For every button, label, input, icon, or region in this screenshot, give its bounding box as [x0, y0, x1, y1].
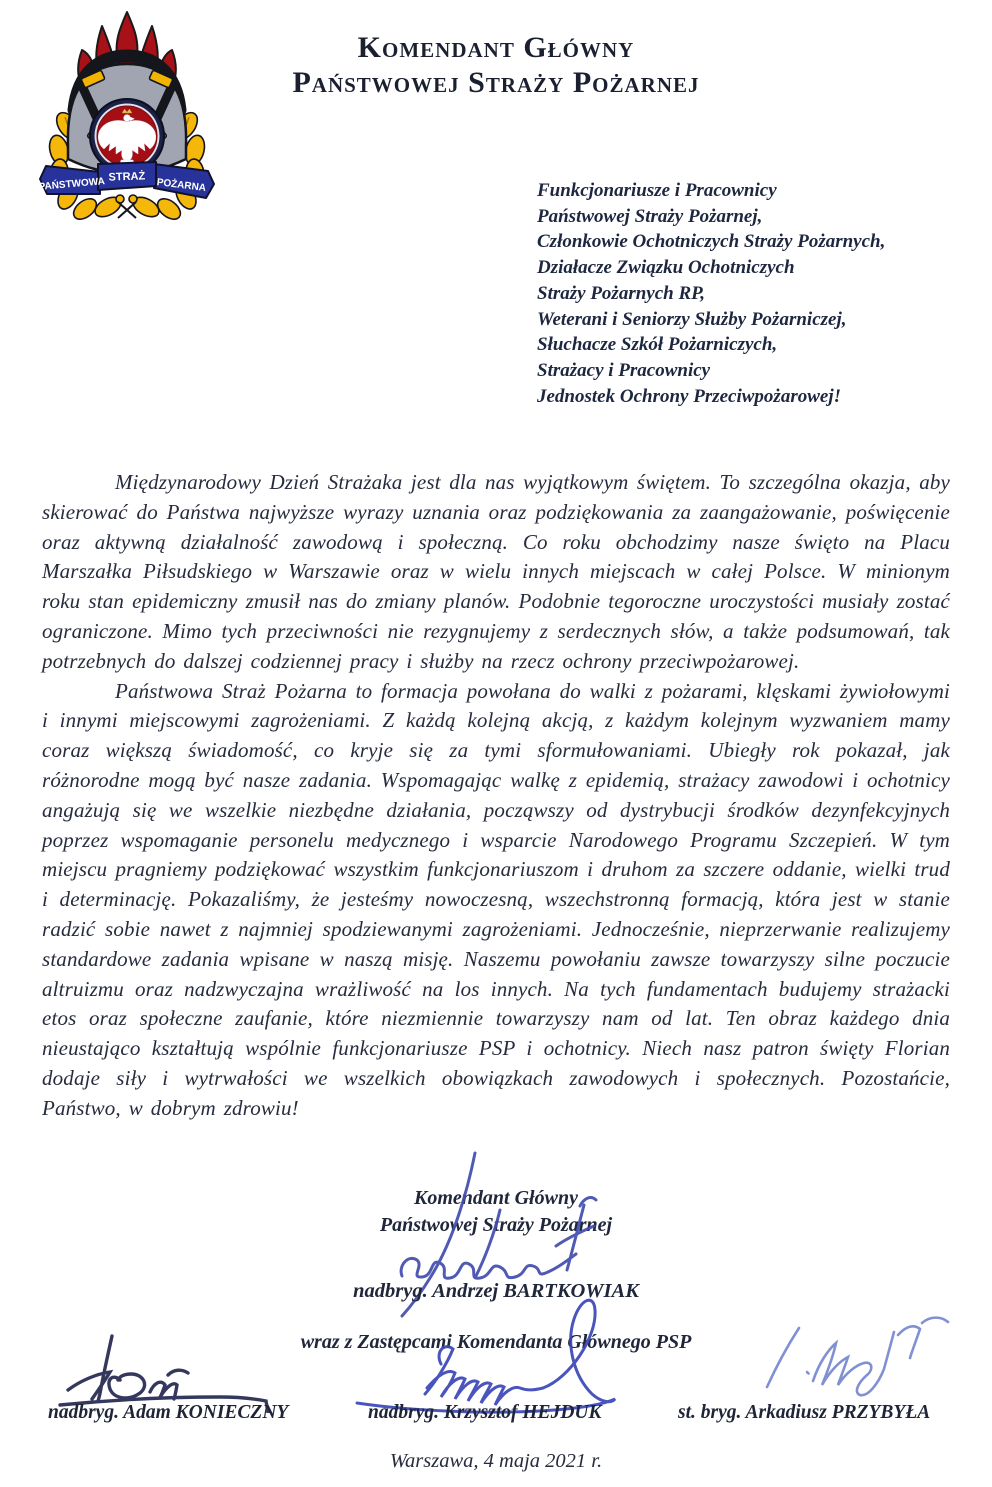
letterhead-title-line2: Państwowej Straży Pożarnej — [292, 66, 700, 99]
ribbon-banner — [38, 162, 214, 198]
addressee-line: Członkowie Ochotniczych Straży Pożarnych, — [537, 231, 886, 253]
deputy-name-przybyla: st. bryg. Arkadiusz PRZYBYŁA — [678, 1402, 931, 1423]
deputy-name-konieczny: nadbryg. Adam KONIECZNY — [48, 1402, 289, 1423]
ribbon-text-center: STRAŻ — [108, 170, 146, 184]
addressee-block — [537, 178, 967, 409]
body-paragraph-1: Międzynarodowy Dzień Strażaka jest dla nas wyjątkowym świętem. To szczególna okazja, aby skierować do Państwa najwyższe wyrazy uznania oraz podziękowania za zaangażowanie, poświęcenie oraz aktywną działalność zawodową i społeczną. Co roku obchodzimy nasze święto na Placu Marszałka Piłsudskiego w Warszawie oraz w wielu innych miejscach w całej Polsce. W minionym roku stan epidemiczny zmusił nas do zmiany planów. Podobnie tegoroczne uroczystości musiały zostać ograniczone. Mimo tych przeciwności nie rezygnujemy z serdecznych słów, a także podsumowań, tak potrzebnych do dalszej codziennej pracy i służby na rzecz ochrony przeciwpożarowej. — [42, 470, 950, 673]
letter-body — [42, 468, 950, 1124]
addressee-line: Słuchacze Szkół Pożarniczych, — [537, 334, 778, 356]
signature-hejduk — [345, 1292, 705, 1414]
letterhead-title-line1: Komendant Główny — [357, 31, 635, 64]
bottom-leaves-icon — [92, 193, 162, 220]
addressee-line: Funkcjonariusze i Pracownicy — [537, 180, 777, 201]
addressee-line: Jednostek Ochrony Przeciwpożarowej! — [537, 385, 841, 407]
addressee-line: Państwowej Straży Pożarnej, — [537, 205, 763, 227]
addressee-line: Strażacy i Pracownicy — [537, 359, 711, 381]
signer-role-line1: Komendant Główny — [414, 1187, 578, 1209]
letterhead-title — [0, 30, 992, 100]
ribbon-text-right: POŻARNA — [156, 177, 207, 194]
deputy-name-hejduk: nadbryg. Krzysztof HEJDUK — [368, 1402, 602, 1423]
signer-name: nadbryg. Andrzej BARTKOWIAK — [353, 1280, 639, 1302]
addressee-line: Straży Pożarnych RP, — [537, 282, 706, 304]
body-paragraph-2: Państwowa Straż Pożarna to formacja powołana do walki z pożarami, klęskami żywiołowymi i innymi miejscowymi zagrożeniami. Z każdą kolejną akcją, z każdym kolejnym wyzwaniem mamy coraz większą świadomość, co kryje się za tymi sformułowaniami. Ubiegły rok pokazał, jak różnorodne mogą być nasze zadania. Wspomagając walkę z epidemią, strażacy zawodowi i ochotnicy angażują się we wszelkie niezbędne działania, począwszy od dystrybucji środków dezynfekcyjnych poprzez wspomaganie personelu medycznego i wsparcie Narodowego Programu Szczepień. W tym miejscu pragniemy podziękować wszystkim funkcjonariuszom i druhom za szczere oddanie, wielki trud i determinację. Pokazaliśmy, że jesteśmy nowoczesną, wszechstronną formacją, która jest w stanie radzić sobie nawet z najmniej spodziewanymi zagrożeniami. Jednocześnie, nieprzerwanie realizujemy standardowe zadania wpisane w naszą misję. Naszemu powołaniu zawsze towarzyszy silne poczucie altruizmu oraz nadzwyczajna wrażliwość na los innych. Na tych fundamentach budujemy strażacki etos oraz społeczne zaufanie, które niezmiennie towarzyszy nam od lat. Ten obraz każdego dnia nieustająco kształtują wspólnie funkcjonariusze PSP i ochotnicy. Niech nasz patron święty Florian dodaje siły i wytrwałości we wszelkich obowiązkach zawodowych i społecznych. Pozostańcie, Państwo, w dobrym zdrowiu! — [42, 678, 950, 1120]
signer-role-line2: Państwowej Straży Pożarnej — [379, 1214, 613, 1236]
place-date: Warszawa, 4 maja 2021 r. — [389, 1450, 603, 1472]
addressee-line: Weterani i Seniorzy Służby Pożarniczej, — [537, 308, 847, 330]
signature-konieczny — [50, 1328, 300, 1413]
deputies-intro: wraz z Zastępcami Komendanta Głównego PSP — [300, 1331, 692, 1353]
addressee-line: Działacze Związku Ochotniczych — [537, 257, 795, 279]
signature-przybyla — [755, 1313, 950, 1398]
ribbon-text-left: PAŃSTWOWA — [38, 176, 106, 193]
